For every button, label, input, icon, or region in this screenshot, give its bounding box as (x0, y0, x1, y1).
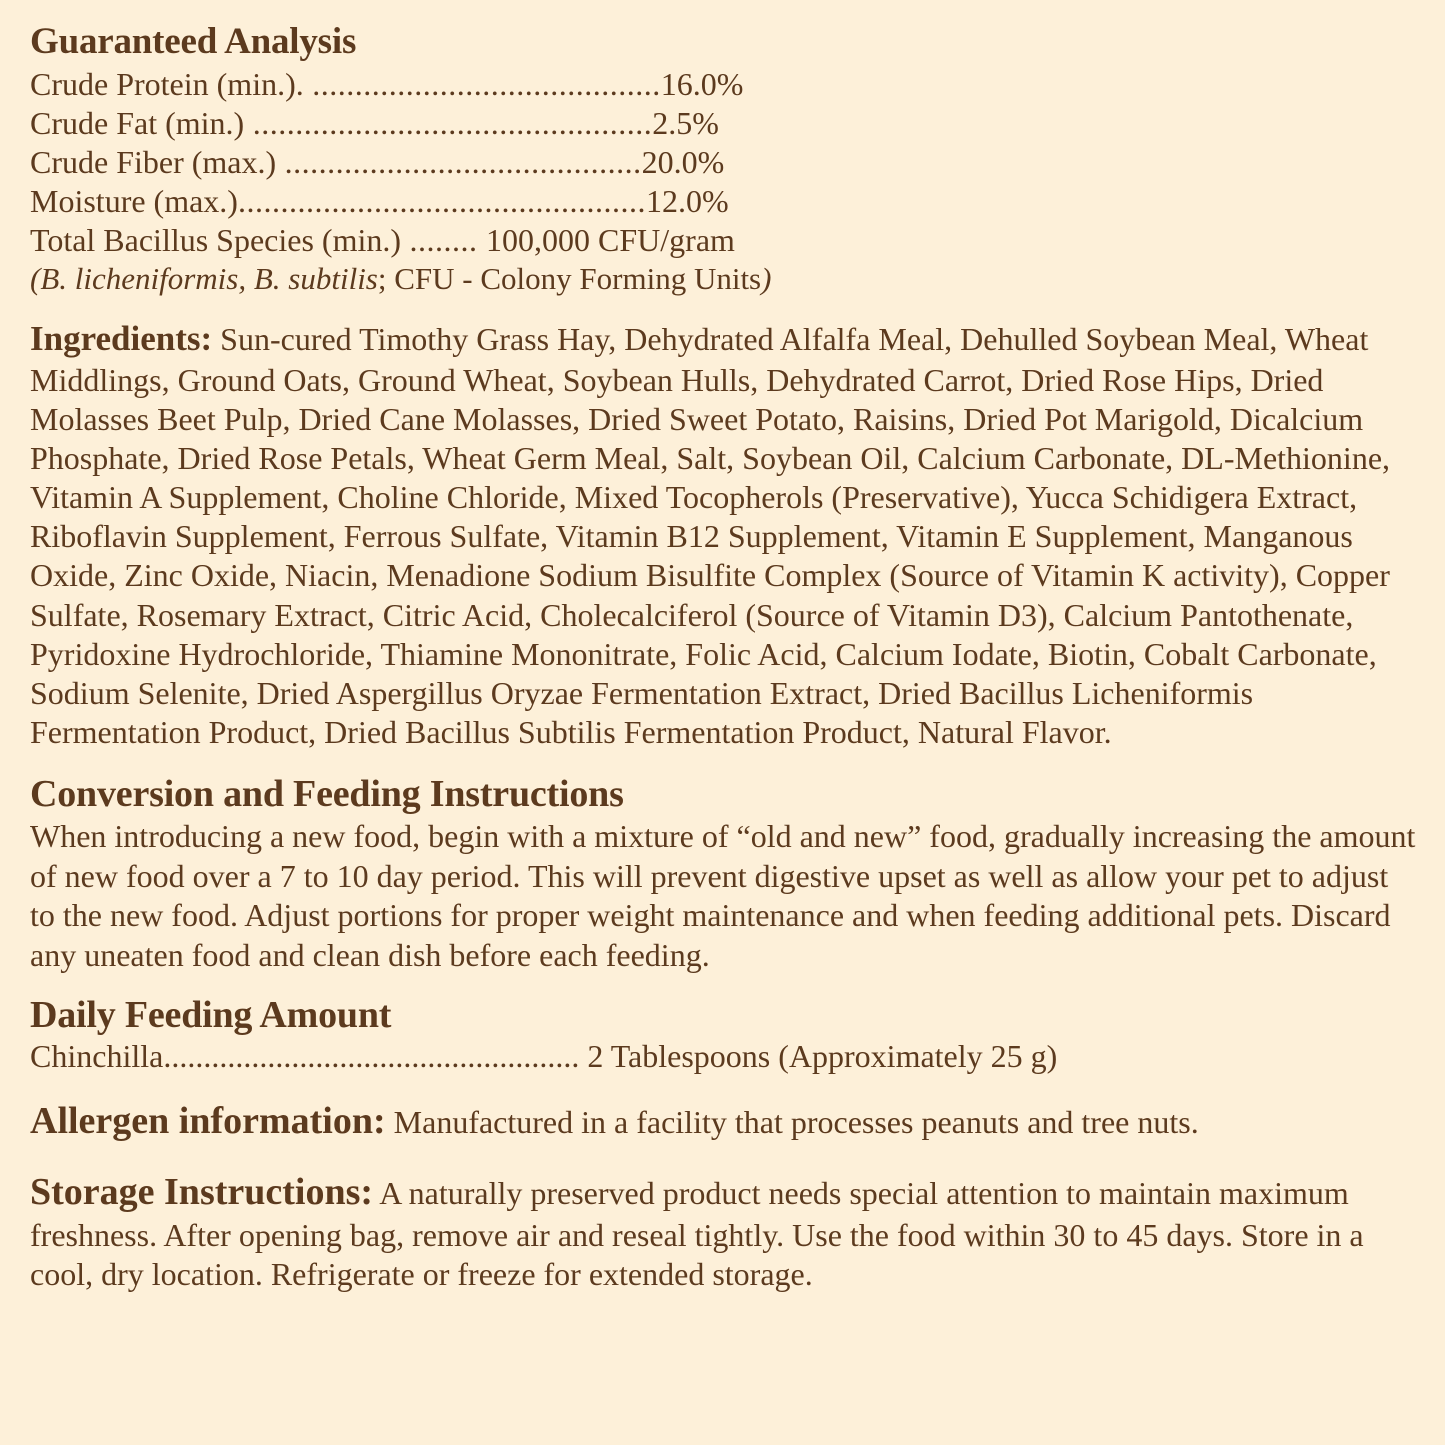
ga-note-italic-close: ) (761, 260, 772, 296)
ga-dots: ......................................... (303, 65, 661, 102)
ga-value: 16.0% (660, 65, 744, 102)
guaranteed-analysis-row (30, 221, 1417, 260)
ga-label: Moisture (max.) (30, 182, 238, 219)
conversion-heading: Conversion and Feeding Instructions (30, 773, 624, 816)
guaranteed-analysis-note (30, 260, 1417, 298)
ga-value: 20.0% (641, 143, 725, 180)
storage-section (30, 1169, 1417, 1295)
allergen-paragraph (30, 1098, 1417, 1145)
feeding-dots: .................................................... (163, 1038, 588, 1075)
conversion-feeding-section (30, 774, 1417, 975)
allergen-section (30, 1098, 1417, 1145)
guaranteed-analysis-row (30, 143, 1417, 182)
ingredients-section (30, 318, 1417, 753)
storage-body: A naturally preserved product needs special attention to maintain maximum freshness. After opening bag, remove air and reseal tightly. Use the food within 30 to 45 days. Store in a cool, dry location. Refrigerate or freeze for extended storage. (30, 1175, 1364, 1293)
ga-label: Crude Fiber (max.) (30, 143, 277, 180)
ga-label: Crude Protein (min.). (30, 65, 304, 102)
daily-feeding-section (30, 995, 1417, 1076)
ingredients-paragraph (30, 318, 1417, 753)
ga-dots: .......................................... (276, 143, 642, 180)
ga-dots: ................................................ (237, 182, 646, 219)
ga-label: Total Bacillus Species (min.) (30, 221, 402, 258)
ingredients-list: Sun-cured Timothy Grass Hay, Dehydrated Alfalfa Meal, Dehulled Soybean Meal, Wheat Middlings, Ground Oats, Ground Wheat, Soybean Hulls, Dehydrated Carrot, Dried Rose Hips, Dried Molasses Beet Pulp, Dried Cane Molasses, Dried Sweet Potato, Raisins, Dried Pot Marigold, Dicalcium Phosphate, Dried Rose Petals, Wheat Germ Meal, Salt, Soybean Oil, Calcium Carbonate, DL-Methionine, Vitamin A Supplement, Choline Chloride, Mixed Tocopherols (Preservative), Yucca Schidigera Extract, Riboflavin Supplement, Ferrous Sulfate, Vitamin B12 Supplement, Vitamin E Supplement, Manganous Oxide, Zinc Oxide, Niacin, Menadione Sodium Bisulfite Complex (Source of Vitamin K activity), Copper Sulfate, Rosemary Extract, Citric Acid, Cholecalciferol (Source of Vitamin D3), Calcium Pantothenate, Pyridoxine Hydrochloride, Thiamine Mononitrate, Folic Acid, Calcium Iodate, Biotin, Cobalt Carbonate, Sodium Selenite, Dried Aspergillus Oryzae Fermentation Extract, Dried Bacillus Licheniformis Fermentation Product, Dried Bacillus Subtilis Fermentation Product, Natural Flavor. (30, 320, 1391, 751)
guaranteed-analysis-section (30, 22, 1417, 298)
ingredients-heading: Ingredients: (30, 318, 213, 358)
daily-feeding-row (30, 1037, 1417, 1076)
storage-heading: Storage Instructions: (30, 1171, 374, 1214)
ga-note-italic-organisms: (B. licheniformis, B. subtilis (30, 260, 378, 296)
conversion-body: When introducing a new food, begin with a mixture of “old and new” food, gradually increasing the amount of new food over a 7 to 10 day period. This will prevent digestive upset as well as allow your pet to adjust to the new food. Adjust portions for proper weight maintenance and when feeding additional pets. Discard any uneaten food and clean dish before each feeding. (30, 818, 1416, 973)
feeding-label: Chinchilla (30, 1038, 164, 1075)
ga-value: 100,000 CFU/gram (486, 221, 735, 258)
ga-value: 12.0% (645, 182, 729, 219)
guaranteed-analysis-heading: Guaranteed Analysis (30, 21, 357, 62)
guaranteed-analysis-row (30, 104, 1417, 143)
ga-dots: ........ (401, 221, 487, 258)
feeding-value: 2 Tablespoons (Approximately 25 g) (587, 1038, 1058, 1075)
guaranteed-analysis-row (30, 65, 1417, 104)
storage-paragraph (30, 1169, 1417, 1295)
ga-label: Crude Fat (min.) (30, 104, 245, 141)
ga-note-plain: ; CFU - Colony Forming Units (377, 260, 762, 296)
daily-feeding-heading: Daily Feeding Amount (30, 994, 392, 1037)
ga-value: 2.5% (652, 104, 719, 141)
allergen-body: Manufactured in a facility that processes peanuts and tree nuts. (385, 1104, 1199, 1141)
ga-dots: ............................................... (244, 104, 653, 141)
guaranteed-analysis-row (30, 182, 1417, 221)
allergen-heading: Allergen information: (30, 1100, 386, 1143)
